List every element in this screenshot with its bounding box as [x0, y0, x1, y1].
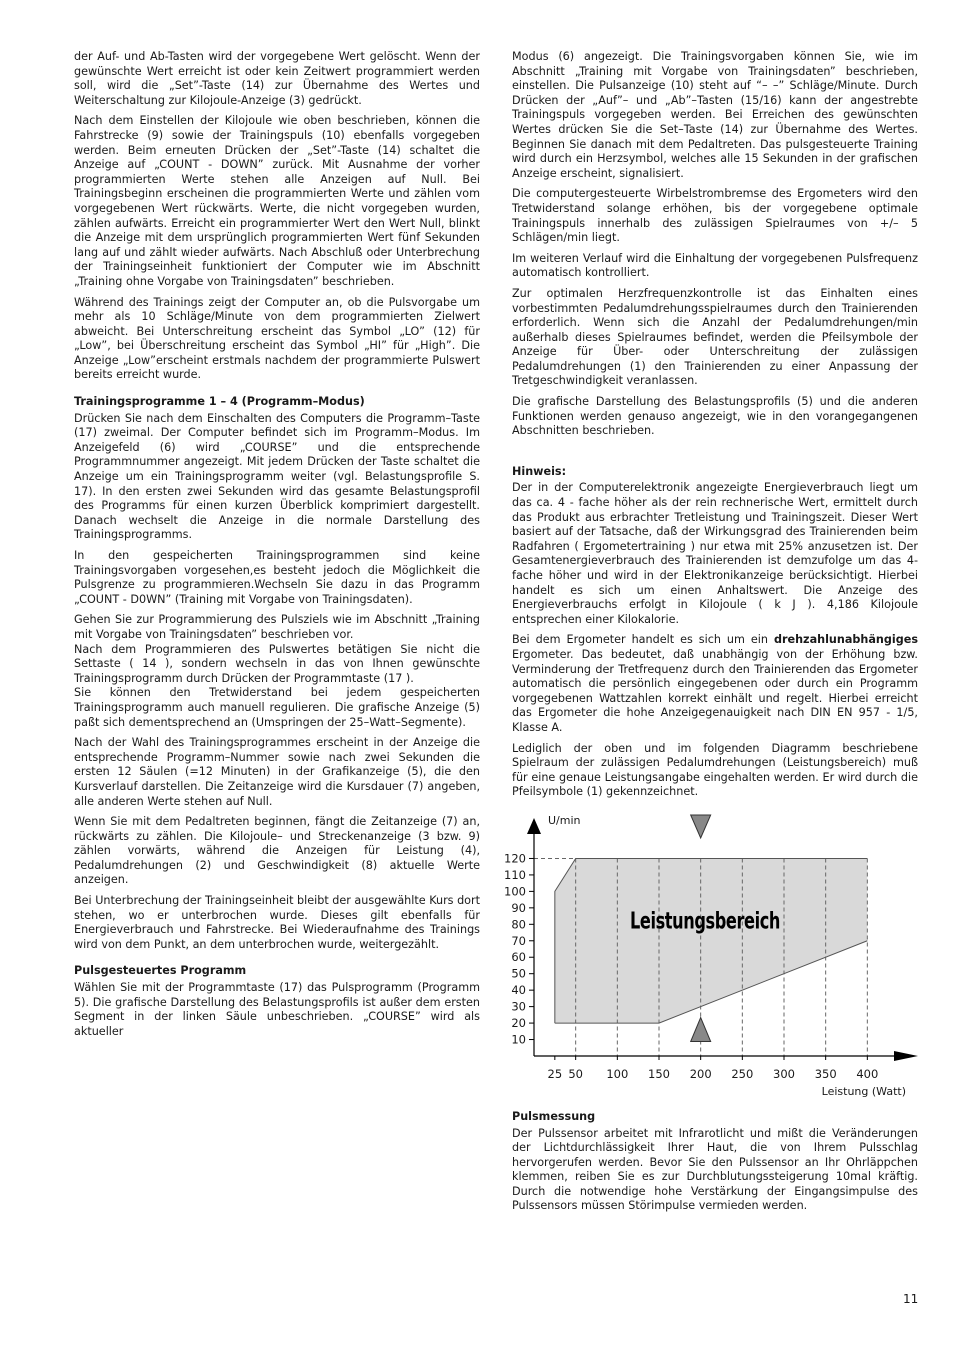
arrow-down-icon	[691, 815, 711, 838]
page-number: 11	[903, 1292, 919, 1306]
chart-title: Leistungsbereich	[630, 908, 780, 935]
paragraph: Die grafische Darstellung des Belastungsprofils (5) und die anderen Funktionen werden genauso angezeigt, wie in den vorangegangenen Abschnitten beschrieben.	[512, 395, 918, 438]
leistungsbereich-chart	[504, 810, 918, 1104]
paragraph: Gehen Sie zur Programmierung des Pulsziels wie im Abschnitt „Training mit Vorgabe von Trainingsdaten” beschrieben vor.	[74, 613, 480, 641]
x-axis-arrowhead	[894, 1051, 918, 1061]
paragraph: Nach dem Programmieren des Pulswertes betätigen Sie nicht die Settaste ( 14 ), sondern wechseln in das von Ihnen gewünschte Trainingsprogramm durch Drücken der Programmtaste (17 ).	[74, 642, 480, 685]
paragraph: Der Pulssensor arbeitet mit Infrarotlicht und mißt die Veränderungen der Lichtdurchlässigkeit Ihrer Haut, die von Ihrem Pulsschlag hervorgerufen werden. Bevor Sie den Pulssensor an Ihr Ohrläppchen klemmen, reiben Sie es zur Durchblutungssteigerung 10mal kräftig. Durch die notwendige hohe Verstärkung der Eingangsimpulse des Pulssensors müssen Störimpulse vermieden werden.	[512, 1126, 918, 1213]
paragraph: Drücken Sie nach dem Einschalten des Computers die Programm–Taste (17) zweimal. Der Computer befindet sich im Programm–Modus. Im Anzeigefeld (6) wird „COURSE” und die entsprechende Programmnummer angezeigt. Mit jedem Drücken der Taste schaltet die Anzeige um ein Trainingsprogramm weiter (vgl. Belastungsprofile S. 17). In den ersten zwei Sekunden wird das gesamte Belastungsprofil des Programms für einen kurzen Überblick komprimiert dargestellt. Danach wechselt die Anzeige in die normale Darstellung des Trainingsprogramms.	[74, 411, 480, 542]
text-run: Bei dem Ergometer handelt es sich um ein	[512, 633, 774, 647]
y-tick-label-120: 120	[504, 851, 526, 866]
x-tick-label-100: 100	[606, 1066, 629, 1081]
text-run: Ergometer. Das bedeutet, daß unabhängig von der Erhöhung bzw. Verminderung der Tretfrequenz durch den Trainierenden das Ergometer automatisch die persönlich eingegebenen oder durch ein Programm vorgegebenen Wattzahlen korrekt einhält und regelt. Hierbei erreicht das Ergometer die hohe Anzeigegenauigkeit nach DIN EN 957 - 1/5, Klasse A.	[512, 647, 918, 734]
paragraph: Nach dem Einstellen der Kilojoule wie oben beschrieben, können die Fahrstrecke (9) sowie der Trainingspuls (10) ebenfalls vorgegeben werden. Beim erneuten Drücken der „Set”-Taste (14) schaltet die Anzeige auf „COUNT - DOWN” zurück. Mit Ausnahme der vorher programmierten Werte stehen alle Anzeigen auf Null. Bei Trainingsbeginn erscheinen die programmierten Werte und zählen vom vorgegebenen Wert rückwärts. Werte, die nicht vorgegeben wurden, zählen aufwärts. Erreicht ein programmierter Wert den Wert Null, blinkt die Anzeige mit dem ursprünglich programmierten Wert fünf Sekunden lang auf und zählt wieder aufwärts. Nach Abschluß oder Unterbrechung der Trainingseinheit funktioniert der Computer wie im Abschnitt „Training ohne Vorgabe von Trainingsdaten” beschrieben.	[74, 114, 480, 288]
paragraph: Lediglich der oben und im folgenden Diagramm beschriebene Spielraum der zulässigen Pedalumdrehungen (Leistungsbereich) muß für eine genaue Leistungsangabe eingehalten werden. Er wird durch die Pfeilsymbole (1) gekennzeichnet.	[512, 741, 918, 799]
paragraph: Zur optimalen Herzfrequenzkontrolle ist das Einhalten eines vorbestimmten Pedalumdrehungsspielraumes durch den Trainierenden erforderlich. Wenn sich die Anzahl der Pedalumdrehungen/min außerhalb dieses Spielraumes befindet, werden die Pfeilsymbole der Anzeige für Über- oder Unterschreitung der zulässigen Pedalumdrehungen (1) den Trainierenden zu einer Anpassung der Tretgeschwindigkeit veranlassen.	[512, 286, 918, 388]
y-tick-label-20: 20	[511, 1015, 526, 1030]
y-tick-label-40: 40	[511, 983, 526, 998]
y-tick-label-50: 50	[511, 966, 526, 981]
x-tick-label-150: 150	[648, 1066, 670, 1081]
x-tick-label-250: 250	[731, 1066, 754, 1081]
y-tick-label-100: 100	[504, 884, 526, 899]
right-column	[504, 50, 918, 1220]
paragraph: Nach der Wahl des Trainingsprogrammes erscheint in der Anzeige die entsprechende Programm–Nummer sowie nach zwei Sekunden die ersten 12 Säulen (=12 Minuten) in der Grafikanzeige (5), die den Kursverlauf darstellen. Die Zeitanzeige wird die Kursdauer (7) angeben, alle anderen Werte stehen auf Null.	[74, 736, 480, 808]
y-axis-label: U/min	[548, 813, 581, 827]
x-tick-label-400: 400	[856, 1066, 879, 1081]
arrow-up-icon	[691, 1017, 711, 1041]
paragraph: Bei Unterbrechung der Trainingseinheit bleibt der ausgewählte Kurs dort stehen, wo er unterbrochen wurde. Dieses gilt ebenfalls für Energieverbrauch und Fahrstrecke. Bei Wiederaufnahme des Trainings wird von dem Punkt, an dem unterbrochen wurde, weitergezählt.	[74, 894, 480, 951]
section-heading-pulsprogramm: Pulsgesteuertes Programm	[74, 964, 247, 978]
x-tick-label-300: 300	[773, 1066, 795, 1081]
y-tick-label-30: 30	[511, 999, 526, 1014]
left-column	[74, 50, 480, 1045]
y-axis-arrowhead	[527, 818, 541, 834]
y-tick-label-10: 10	[511, 1032, 526, 1047]
y-tick-label-60: 60	[511, 950, 526, 965]
section-heading-hinweis: Hinweis:	[512, 464, 567, 478]
paragraph: Die computergesteuerte Wirbelstrombremse des Ergometers wird den Tretwiderstand solange erhöhen, bis der vorgegebene optimale Trainingspuls innerhalb des zulässigen Spielraumes von +/– 5 Schlägen/min liegt.	[512, 187, 918, 245]
x-tick-label-200: 200	[689, 1066, 712, 1081]
y-tick-label-110: 110	[504, 867, 526, 882]
paragraph: Modus (6) angezeigt. Die Trainingsvorgaben können Sie, wie im Abschnitt „Training mit Vorgabe von Trainingsdaten” beschrieben, einstellen. Die Pulsanzeige (10) steht auf “– –” Schläge/Minute. Durch Drücken der „Auf”– und „Ab”–Tasten (15/16) kann der angestrebte Trainingspuls vorgegeben werden. Bei Erreichen des gewünschten Wertes drücken Sie die Set–Taste (14) zur Übernahme des Wertes. Beginnen Sie danach mit dem Pedaltreten. Das pulsgesteuerte Training wird durch ein Herzsymbol, welches alle 15 Sekunden in der grafischen Anzeige erscheint, signalisiert.	[512, 50, 918, 180]
x-tick-label-350: 350	[814, 1066, 837, 1081]
section-heading-pulsmessung: Pulsmessung	[512, 1109, 596, 1123]
paragraph: der Auf- und Ab-Tasten wird der vorgegebene Wert gelöscht. Wenn der gewünschte Wert erreicht ist oder kein Zeitwert programmiert werden soll, wird die „Set”-Taste (14) zur Übernahme des Wertes und Weiterschaltung zur Kilojoule-Anzeige (3) gedrückt.	[74, 50, 480, 107]
y-tick-label-90: 90	[511, 900, 526, 915]
paragraph: In den gespeicherten Trainingsprogrammen sind keine Trainingsvorgaben vorgesehen,es besteht jedoch die Möglichkeit die Pulsgrenze zu programmieren.Wechseln Sie dazu in das Programm „COUNT - D0WN” (Training mit Vorgabe von Trainingsdaten).	[74, 549, 480, 606]
leistungsbereich-area	[555, 858, 868, 1023]
paragraph: Wenn Sie mit dem Pedaltreten beginnen, fängt die Zeitanzeige (7) an, rückwärts zu zählen. Die Kilojoule– und Streckenanzeige (3 bzw. 9) zählen vorwärts, während die Anzeigen für Leistung (4), Pedalumdrehungen (2) und Geschwindigkeit (8) aktuelle Werte anzeigen.	[74, 815, 480, 887]
section-heading-trainingsprogramme: Trainingsprogramme 1 – 4 (Programm–Modus)	[74, 395, 365, 409]
paragraph: Wählen Sie mit der Programmtaste (17) das Pulsprogramm (Programm 5). Die grafische Darstellung des Belastungsprofils ist außer dem ersten Segment in der linken Säule unbeschrieben. „COURSE” wird als aktueller	[74, 981, 480, 1038]
paragraph: Während des Trainings zeigt der Computer an, ob die Pulsvorgabe um mehr als 10 Schläge/Minute von dem programmierten Zielwert abweicht. Bei Unterschreitung erscheint das Symbol „LO” (12) für „Low”, bei Überschreitung erscheint das Symbol „HI” für „High”. Die Anzeige „Low”erscheint erstmals nachdem der programmierte Pulswert bereits erreicht wurde.	[74, 295, 480, 382]
y-tick-label-80: 80	[511, 917, 526, 932]
x-tick-label-50: 50	[568, 1066, 583, 1081]
bold-term: drehzahlunabhängiges	[773, 633, 918, 647]
y-tick-label-70: 70	[511, 933, 526, 948]
paragraph: Sie können den Tretwiderstand bei jedem gespeicherten Trainingsprogramm auch manuell regulieren. Die grafische Anzeige (5) paßt sich dementsprechend an (Umspringen der 25–Watt–Segmente).	[74, 686, 480, 729]
chart-svg	[504, 810, 918, 1104]
x-tick-label-25: 25	[547, 1066, 563, 1081]
x-axis-label: Leistung (Watt)	[821, 1084, 906, 1098]
paragraph	[512, 633, 918, 735]
paragraph: Im weiteren Verlauf wird die Einhaltung der vorgegebenen Pulsfrequenz automatisch kontrolliert.	[512, 251, 918, 280]
paragraph: Der in der Computerelektronik angezeigte Energieverbrauch liegt um das ca. 4 - fache höher als der rein rechnerische Wert, ermittelt durch das Produkt aus erbrachter Tretleistung und Trainingszeit. Dieser Wert basiert auf der Tatsache, daß der Wirkungsgrad des Trainierenden beim Radfahren ( Ergometertraining ) nur etwa mit 25% anzusetzen ist. Der Gesamtenergieverbrauch des Trainierenden ist demzufolge um das 4-fache höher und wird in der Elektronikanzeige berücksichtigt. Hierbei handelt es sich um einen Anhaltswert. Die Anzeige des Energieverbrauchs erfolgt in Kilojoule ( k J ). 4,186 Kilojoule entsprechen einer Kilokalorie.	[512, 481, 918, 626]
